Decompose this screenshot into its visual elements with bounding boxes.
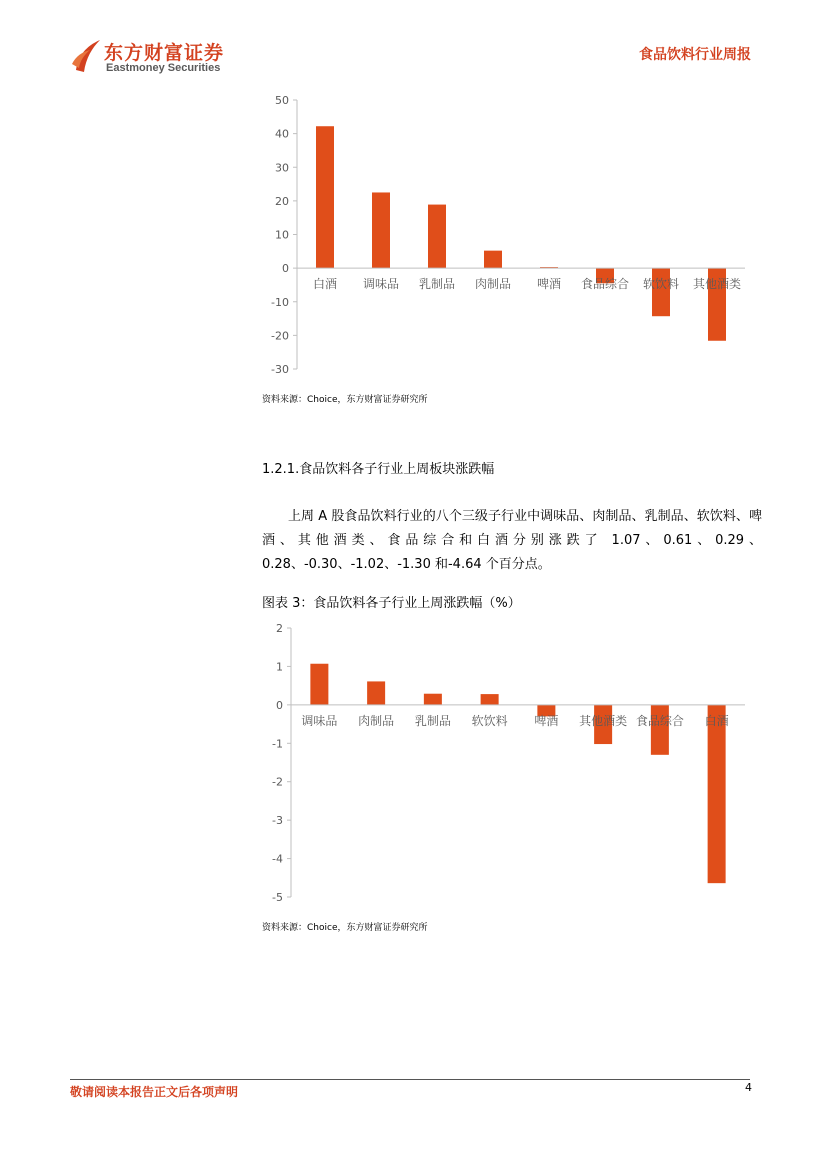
y-tick-label: -4: [272, 852, 283, 866]
category-label: 其他酒类: [579, 713, 628, 728]
chart1-source-note: 资料来源：Choice，东方财富证券研究所: [262, 395, 428, 405]
bar-8: [708, 705, 726, 883]
category-label: 肉制品: [358, 713, 395, 728]
category-label: 软饮料: [471, 713, 508, 728]
page-number: 4: [745, 1081, 752, 1094]
bar-3: [424, 694, 442, 705]
y-tick-label: 50: [275, 94, 289, 107]
y-tick-label: 0: [276, 698, 283, 712]
y-tick-label: 10: [275, 228, 289, 242]
chart2-source-note: 资料来源：Choice，东方财富证券研究所: [262, 923, 428, 933]
y-tick-label: -1: [272, 737, 283, 751]
category-label: 食品综合: [635, 713, 684, 728]
y-tick-label: 30: [275, 161, 289, 175]
category-label: 调味品: [362, 277, 400, 292]
logo-text-cn: 东方财富证券: [104, 42, 225, 64]
sub-industry-weekly-change-chart: [255, 618, 765, 910]
category-label: 白酒: [312, 277, 338, 292]
y-tick-label: -2: [272, 775, 283, 789]
category-label: 啤酒: [534, 713, 559, 728]
bar-7: [652, 268, 670, 316]
bar-4: [484, 251, 502, 268]
category-label: 软饮料: [642, 277, 680, 292]
bar-3: [428, 205, 446, 269]
y-tick-label: 2: [276, 622, 283, 635]
bar-2: [372, 192, 390, 268]
company-logo: [70, 36, 240, 78]
section-heading: 1.2.1.食品饮料各子行业上周板块涨跌幅: [262, 462, 495, 477]
y-tick-label: -3: [272, 814, 283, 828]
category-label: 白酒: [704, 713, 729, 728]
bar-4: [481, 694, 499, 705]
bar-7: [651, 705, 669, 755]
figure-title: 图表 3：食品饮料各子行业上周涨跌幅（%）: [262, 596, 521, 611]
category-label: 乳制品: [414, 713, 451, 728]
category-label: 肉制品: [474, 277, 512, 292]
category-label: 啤酒: [536, 277, 562, 292]
y-tick-label: 1: [276, 660, 283, 674]
y-tick-label: -10: [271, 295, 289, 309]
footer-divider: [70, 1079, 750, 1080]
category-label: 调味品: [301, 713, 338, 728]
footer-disclaimer: 敬请阅读本报告正文后各项声明: [70, 1085, 239, 1099]
y-tick-label: 0: [282, 262, 289, 276]
y-tick-label: -5: [272, 891, 283, 904]
y-tick-label: 20: [275, 194, 289, 208]
bar-1: [316, 126, 334, 268]
logo-text-en: Eastmoney Securities: [106, 62, 221, 74]
report-type-title: 食品饮料行业周报: [639, 47, 751, 63]
category-label: 乳制品: [418, 277, 456, 292]
bar-2: [367, 681, 385, 704]
eastmoney-logo-icon: [70, 36, 104, 76]
category-label: 其他酒类: [692, 277, 742, 292]
summary-paragraph: 上周 A 股食品饮料行业的八个三级子行业中调味品、肉制品、乳制品、软饮料、啤酒、其他酒类、食品综合和白酒分别涨跌了 1.07、0.61、0.29、0.28、-0.30、-1.02、-1.30 和-4.64 个百分点。: [262, 509, 762, 572]
y-tick-label: -20: [271, 329, 289, 343]
sub-industry-bar-chart-1: [255, 88, 765, 380]
y-tick-label: -30: [271, 363, 289, 376]
y-tick-label: 40: [275, 127, 289, 141]
bar-1: [310, 664, 328, 705]
category-label: 食品综合: [580, 277, 630, 292]
